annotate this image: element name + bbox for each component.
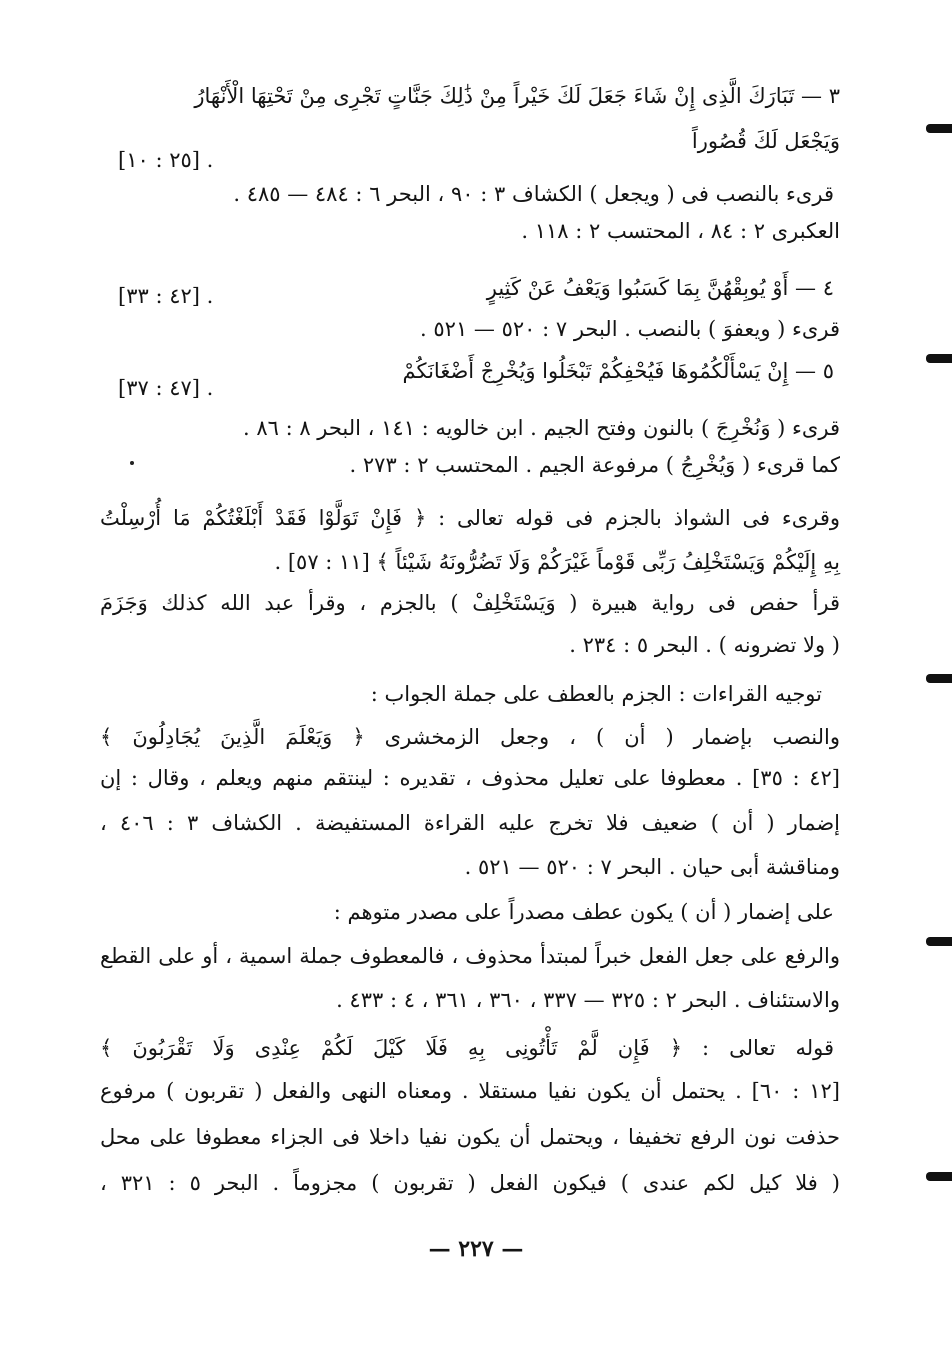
text-line: قرىء ( وَنُخْرِجَ ) بالنون وفتح الجيم . ابن خالويه : ١٤١ ، البحر ٨ : ٨٦ . [242, 416, 840, 440]
text-line: ٤ — أَوْ يُوبِقْهُنَّ بِمَا كَسَبُوا وَيَعْفُ عَنْ كَثِيرٍ [486, 276, 834, 300]
text-line: على إضمار ( أن ) يكون عطف مصدراً على مصدر متوهم : [333, 900, 834, 924]
text-line: والنصب بإضمار ( أن ) ، وجعل الزمخشرى ﴿ وَيَعْلَمَ الَّذِينَ يُجَادِلُونَ ﴾ [100, 725, 840, 749]
verse-reference: [٢٥ : ١٠] . [118, 148, 214, 172]
text-line: قرىء بالنصب فى ( ويجعل ) الكشاف ٣ : ٩٠ ، البحر ٦ : ٤٨٤ — ٤٨٥ . [233, 182, 834, 206]
text-line: [١٢ : ٦٠] . يحتمل أن يكون نفيا مستقلا . ومعناه النهى والفعل ( تقربون ) مرفوع [100, 1079, 840, 1103]
verse-reference: [٤٢ : ٣٣] . [118, 284, 214, 308]
margin-mark [926, 937, 952, 946]
margin-mark [926, 124, 952, 133]
page-number: — ٢٢٧ — [428, 1236, 524, 1262]
text-line: ٥ — إِنْ يَسْأَلْكُمُوهَا فَيُحْفِكُمْ تَبْخَلُوا وَيُخْرِجْ أَضْغَانَكُمْ [402, 359, 834, 383]
text-line: [٤٢ : ٣٥] . معطوفا على تعليل محذوف ، تقديره : لينتقم منهم ويعلم ، وقال : إن [100, 766, 840, 790]
text-line: ٣ — تَبَارَكَ الَّذِى إِنْ شَاءَ جَعَلَ لَكَ خَيْراً مِنْ ذَٰلِكَ جَنَّاتٍ تَجْرِى مِنْ تَحْتِهَا الْأَنْهَارُ [194, 84, 840, 108]
text-line: ومناقشة أبى حيان . البحر ٧ : ٥٢٠ — ٥٢١ . [464, 855, 840, 879]
text-line: حذفت نون الرفع تخفيفا ، ويحتمل أن يكون نفيا داخلا فى الجزاء معطوفا على محل [100, 1125, 840, 1149]
speck [130, 461, 134, 465]
text-line: توجيه القراءات : الجزم بالعطف على جملة الجواب : [370, 682, 822, 706]
text-line: قرىء ( ويعفوَ ) بالنصب . البحر ٧ : ٥٢٠ — ٥٢١ . [420, 317, 840, 341]
text-line: ( فلا كيل لكم عندى ) فيكون الفعل ( تقربون ) مجزوماً . البحر ٥ : ٣٢١ ، [100, 1171, 840, 1195]
text-line: والرفع على جعل الفعل خبراً لمبتدأ محذوف ، فالمعطوف جملة اسمية ، أو على القطع [100, 944, 840, 968]
text-line: كما قرىء ( وَيُخْرِجُ ) مرفوعة الجيم . المحتسب ٢ : ٢٧٣ . [349, 453, 840, 477]
margin-mark [926, 354, 952, 363]
margin-mark [926, 674, 952, 683]
text-line: إضمار ( أن ) ضعيف فلا تخرج عليه القراءة المستفيضة . الكشاف ٣ : ٤٠٦ ، [100, 811, 840, 835]
text-line: العكبرى ٢ : ٨٤ ، المحتسب ٢ : ١١٨ . [521, 219, 840, 243]
text-line: وقرىء فى الشواذ بالجزم فى قوله تعالى : ﴿ فَإِنْ تَوَلَّوْا فَقَدْ أَبْلَغْتُكُمْ مَا أُرْسِلْتُ [100, 506, 840, 530]
text-line: وَيَجْعَل لَكَ قُصُوراً [691, 129, 840, 153]
margin-mark [926, 1172, 952, 1181]
text-line: ( ولا تضرونه ) . البحر ٥ : ٢٣٤ . [569, 633, 840, 657]
text-line: قرأ حفص فى رواية هبيرة ( وَيَسْتَخْلِفْ ) بالجزم ، وقرأ عبد الله كذلك وَجَزَمَ [100, 591, 840, 615]
text-line: بِهِ إِلَيْكُمْ وَيَسْتَخْلِفُ رَبِّى قَوْماً غَيْرَكُمْ وَلَا تَضُرُّونَهُ شَيْئاً ﴾ [١١ : ٥٧] . [274, 550, 840, 574]
verse-reference: [٤٧ : ٣٧] . [118, 376, 214, 400]
text-line: والاستئناف . البحر ٢ : ٣٢٥ — ٣٣٧ ، ٣٦٠ ، ٣٦١ ، ٤ : ٤٣٣ . [336, 988, 840, 1012]
text-line: قوله تعالى : ﴿ فَإِن لَّمْ تَأْتُونِى بِهِ فَلَا كَيْلَ لَكُمْ عِنْدِى وَلَا تَقْرَبُونَ ﴾ [100, 1036, 834, 1060]
